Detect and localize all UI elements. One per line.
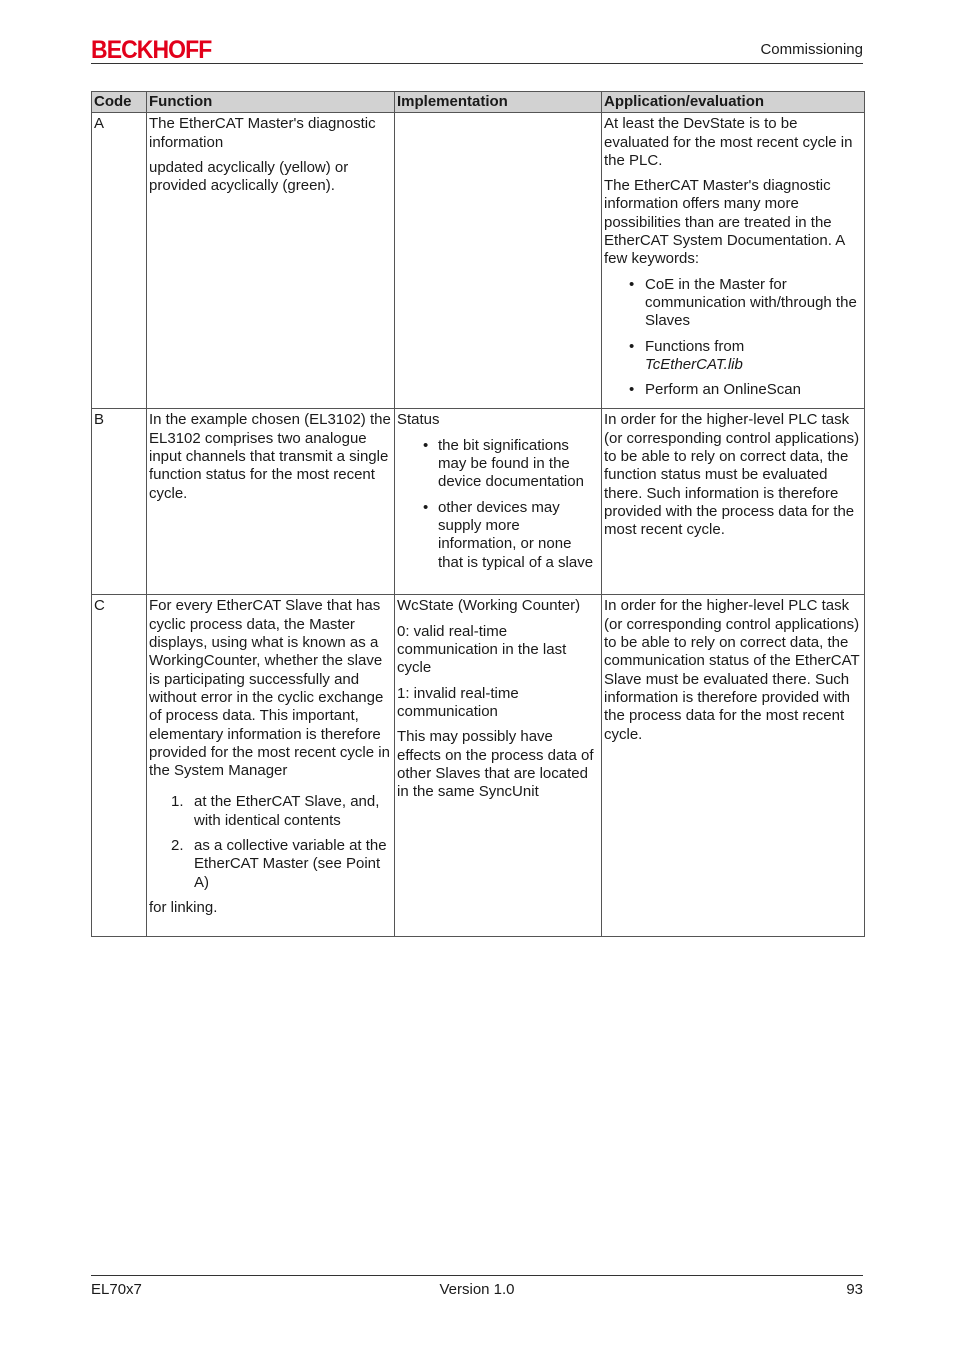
paragraph: For every EtherCAT Slave that has cyclic process data, the Master displays, using what is known as a WorkingCounter, whether the slave is participating successfully and without error in the cyclic exchange of process data. This important, elementary information is therefore provided for the most recent cycle in the System Manager <box>149 597 390 780</box>
cell-application <box>602 595 865 937</box>
list-number: 2. <box>171 837 184 855</box>
table-row <box>92 595 865 937</box>
paragraph: Status <box>397 411 440 429</box>
paragraph: In order for the higher-level PLC task (or corresponding control applications) to be able to rely on correct data, the function status must be evaluated there. Such information is therefore provided with the process data for the most recent cycle. <box>604 411 860 539</box>
list-item <box>604 381 863 399</box>
footer-rule <box>91 1275 863 1276</box>
paragraph: In order for the higher-level PLC task (or corresponding control applications) to be able to rely on correct data, the communication status of the EtherCAT Slave must be evaluated there. Such information is therefore provided with the process data for the most recent cycle. <box>604 597 860 743</box>
paragraph: The EtherCAT Master's diagnostic information <box>149 115 376 151</box>
cell-code: C <box>92 595 147 937</box>
list-item <box>604 276 863 331</box>
paragraph: This may possibly have effects on the process data of other Slaves that are located in the same SyncUnit <box>397 728 594 801</box>
table-row <box>92 113 865 409</box>
cell-implementation <box>395 113 602 409</box>
list-item <box>604 338 863 375</box>
cell-implementation <box>395 409 602 595</box>
table-row <box>92 409 865 595</box>
paragraph: In the example chosen (EL3102) the EL3102 comprises two analogue input channels that transmit a single function status for the most recent cycle. <box>149 411 391 502</box>
list-item-text: as a collective variable at the EtherCAT Master (see Point A) <box>194 837 387 891</box>
column-header-application: Application/evaluation <box>602 92 865 113</box>
list-item-text: Perform an OnlineScan <box>645 381 801 399</box>
paragraph: updated acyclically (yellow) or provided acyclically (green). <box>149 158 349 195</box>
list-item-text: CoE in the Master for communication with/through the Slaves <box>645 275 857 330</box>
footer-product: EL70x7 <box>91 1281 142 1298</box>
list-item: • the bit significations may be found in the device documentation <box>397 437 600 492</box>
cell-function <box>147 113 395 409</box>
paragraph: 1: invalid real-time communication <box>397 684 519 720</box>
section-title: Commissioning <box>760 41 863 58</box>
library-name: TcEtherCAT.lib <box>645 355 743 373</box>
footer-page-number: 93 <box>846 1281 863 1298</box>
cell-application <box>602 409 865 595</box>
list-number: 1. <box>171 793 184 811</box>
footer-version: Version 1.0 <box>439 1281 515 1298</box>
cell-application <box>602 113 865 409</box>
cell-function <box>147 595 395 937</box>
paragraph: 0: valid real-time communication in the last cycle <box>397 622 567 677</box>
numbered-list <box>149 793 393 891</box>
cell-implementation <box>395 595 602 937</box>
table-header-row <box>92 92 865 113</box>
diagnostics-table <box>91 91 865 937</box>
bullet-list <box>604 276 863 400</box>
column-header-function: Function <box>147 92 395 113</box>
paragraph: The EtherCAT Master's diagnostic information offers many more possibilities than are treated in the EtherCAT System Documentation. A few keywords: <box>604 177 845 268</box>
cell-code: A <box>92 113 147 409</box>
paragraph: WcState (Working Counter) <box>397 597 581 615</box>
beckhoff-logo: BECKHOFF <box>91 36 212 64</box>
list-item-text: Functions from <box>645 337 745 355</box>
list-item: • other devices may supply more information, or none that is typical of a slave <box>397 499 600 572</box>
list-item <box>149 837 393 892</box>
list-item-text: at the EtherCAT Slave, and, with identical contents <box>194 793 380 829</box>
cell-code: B <box>92 409 147 595</box>
list-item <box>149 793 393 830</box>
cell-function <box>147 409 395 595</box>
bullet-list <box>397 437 600 572</box>
header-rule <box>91 63 863 64</box>
paragraph: for linking. <box>149 898 218 916</box>
paragraph: At least the DevState is to be evaluated for the most recent cycle in the PLC. <box>604 115 853 169</box>
column-header-implementation: Implementation <box>395 92 602 113</box>
column-header-code: Code <box>92 92 147 113</box>
